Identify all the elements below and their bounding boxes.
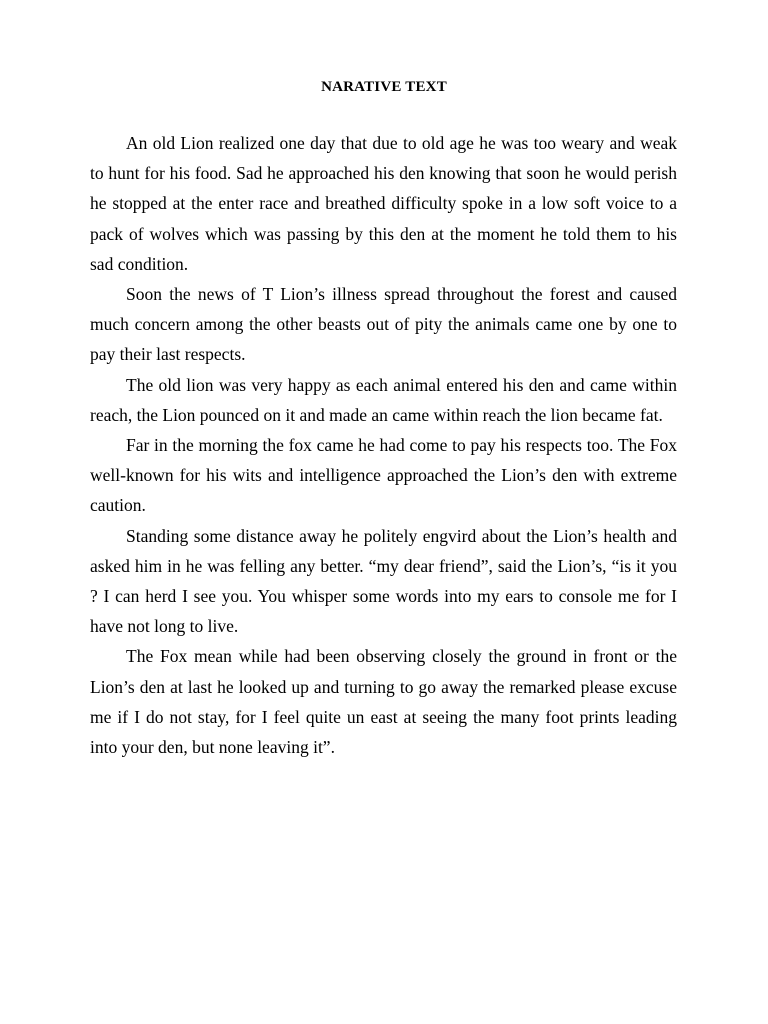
- paragraph-1: An old Lion realized one day that due to old age he was too weary and weak to hunt for his food. Sad he approached his den knowing that soon he would perish he stopped at the enter race and breathed difficulty spoke in a low soft voice to a pack of wolves which was passing by this den at the moment he told them to his sad condition.: [90, 133, 677, 274]
- document-body: [90, 128, 677, 762]
- paragraph-3: The old lion was very happy as each animal entered his den and came within reach, the Lion pounced on it and made an came within reach the lion became fat.: [90, 374, 677, 425]
- paragraph-5: Standing some distance away he politely engvird about the Lion’s health and asked him in he was felling any better. “my dear friend”, said the Lion’s, “is it you ? I can herd I see you. You whisper some words into my ears to console me for I have not long to live.: [90, 525, 677, 637]
- document-title: NARATIVE TEXT: [321, 79, 447, 95]
- paragraph-6: The Fox mean while had been observing closely the ground in front or the Lion’s den at last he looked up and turning to go away the remarked please excuse me if I do not stay, for I feel quite un east at seeing the many foot prints leading into your den, but none leaving it”.: [90, 646, 677, 758]
- paragraph-2: Soon the news of T Lion’s illness spread throughout the forest and caused much concern among the other beasts out of pity the animals came one by one to pay their last respects.: [90, 284, 677, 365]
- paragraph-4: Far in the morning the fox came he had come to pay his respects too. The Fox well-known for his wits and intelligence approached the Lion’s den with extreme caution.: [90, 435, 677, 516]
